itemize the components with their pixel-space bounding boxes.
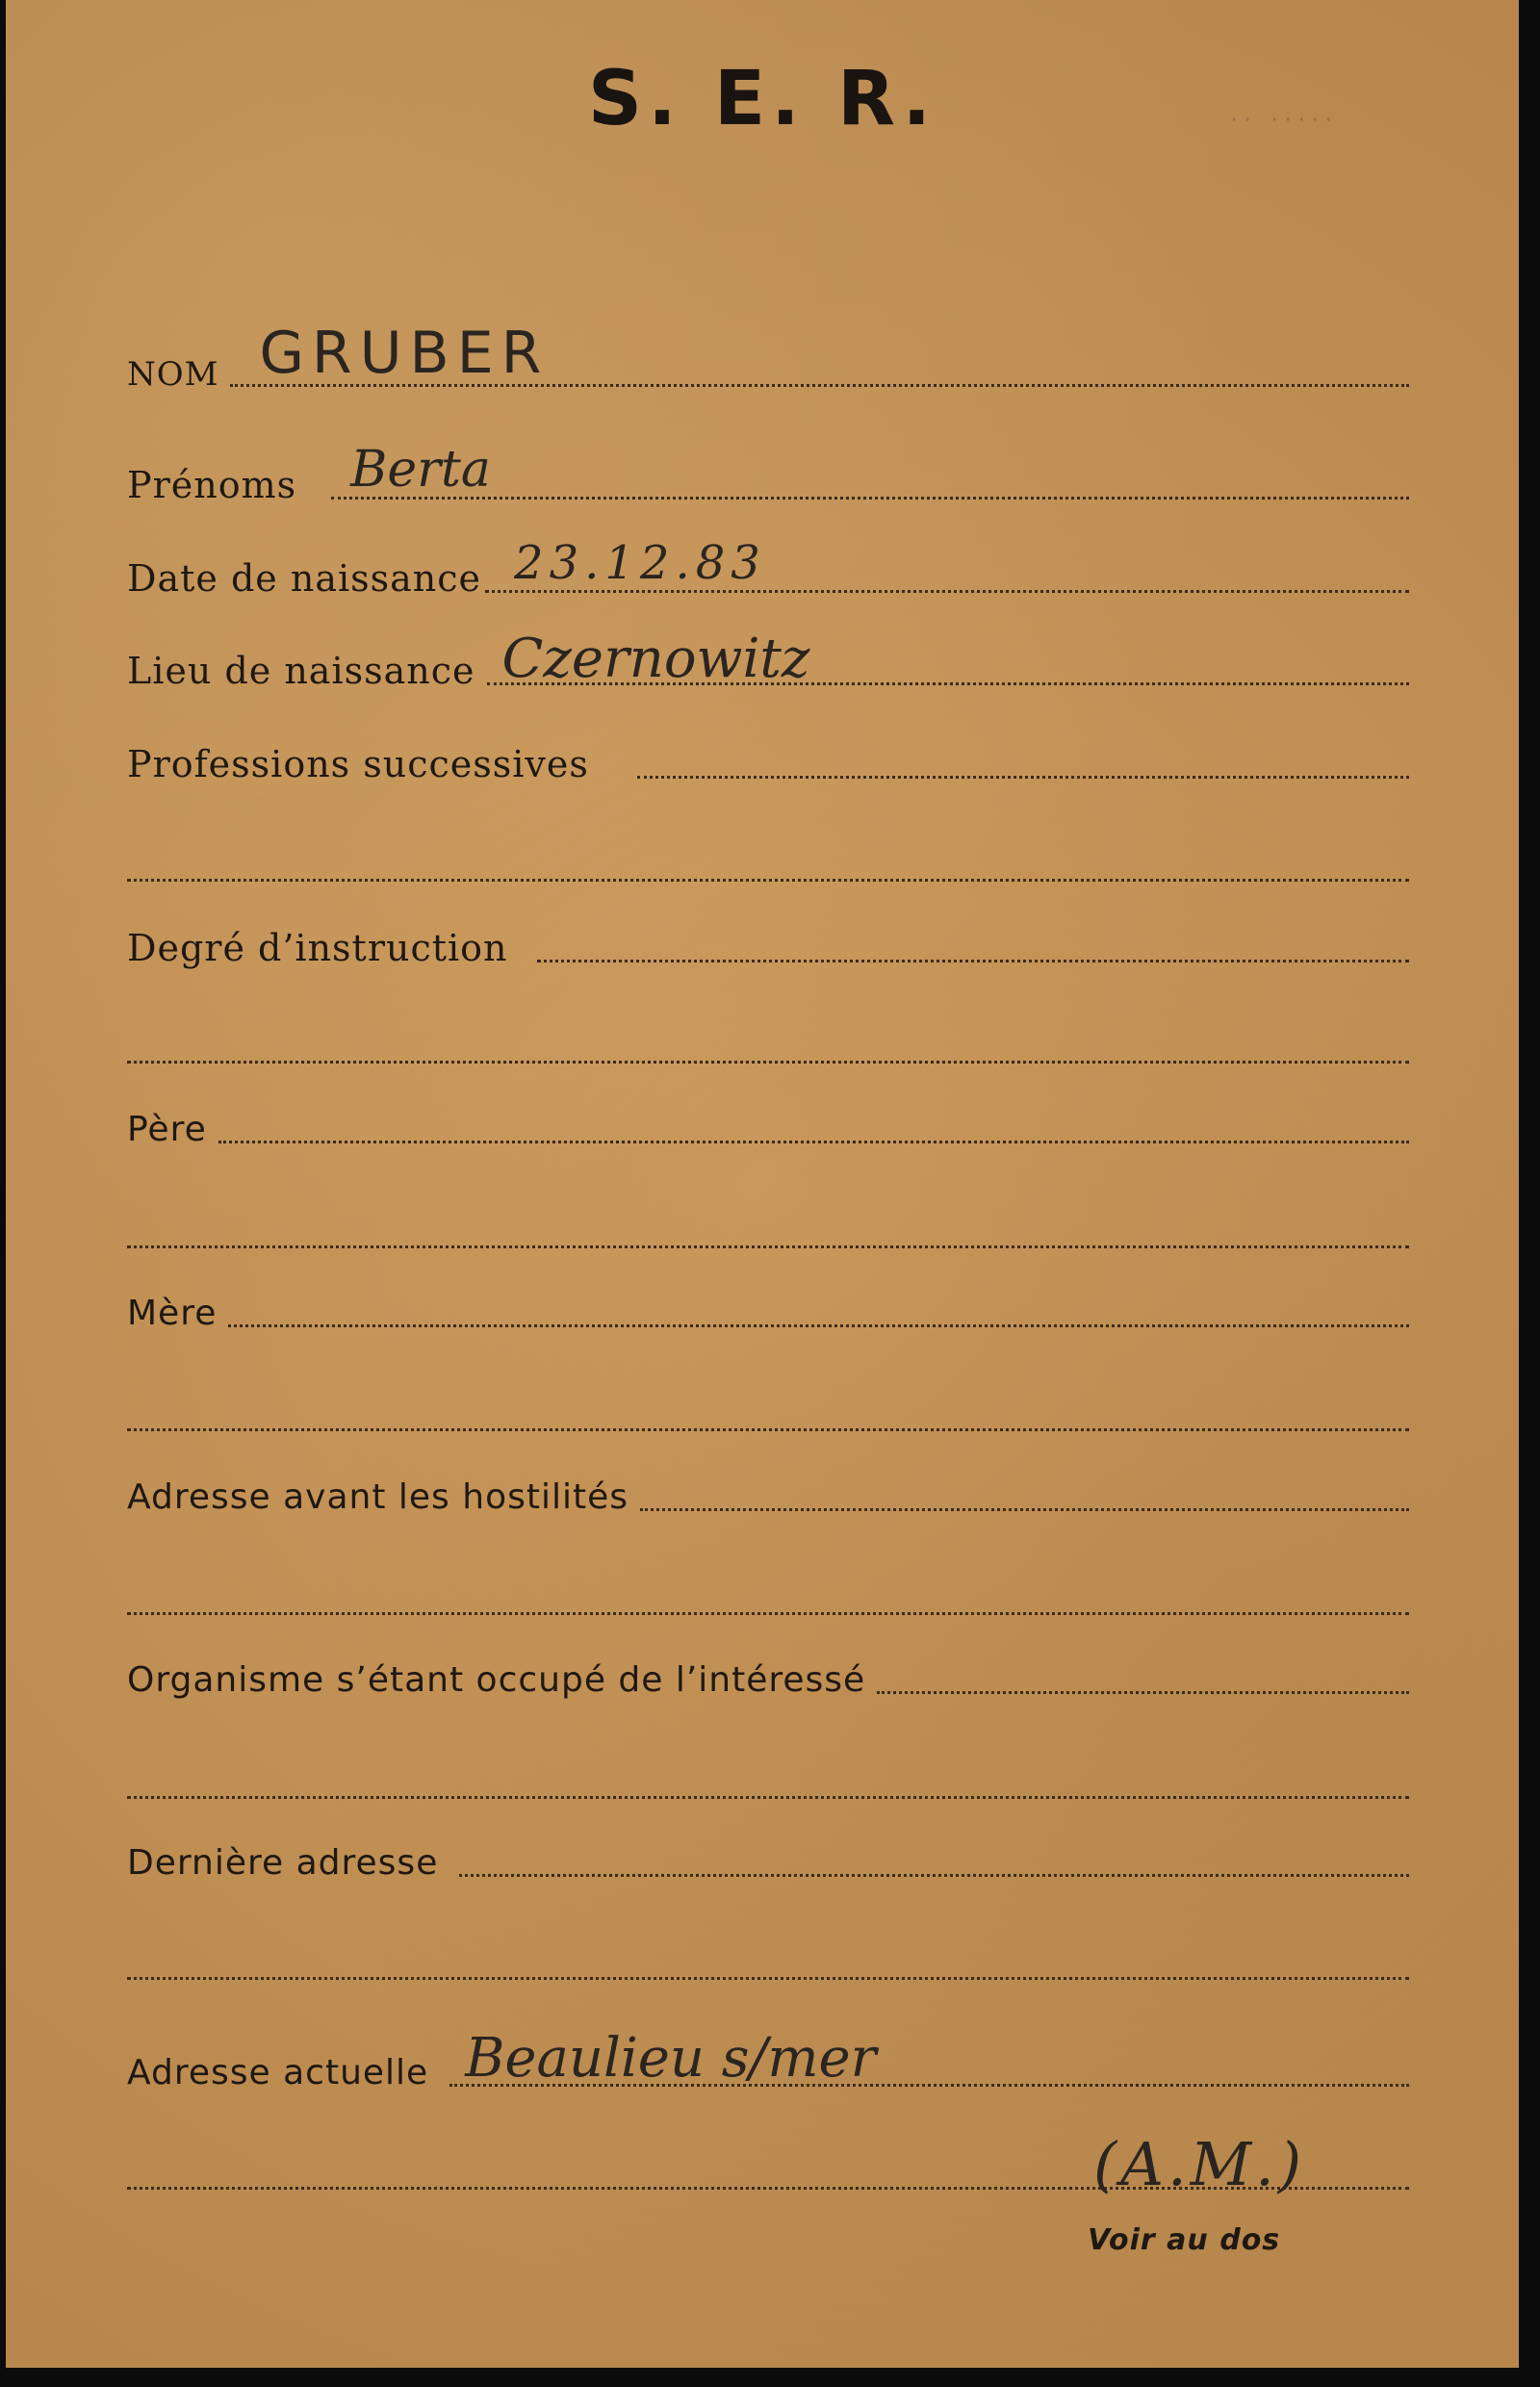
field-label-prenoms: Prénoms [127,464,297,506]
faint-stamp-mark: ·· ····· [1228,108,1337,131]
field-adresse-avant [127,1477,1409,1517]
field-line-instruction-2 [127,1059,1409,1064]
field-label-adresse-actuelle: Adresse actuelle [127,2053,429,2092]
card-title: S. E. R. [587,56,937,142]
field-value-prenoms: Berta [350,441,491,499]
field-line-mere-2 [127,1426,1409,1431]
field-line-professions-2 [127,877,1409,882]
handwritten-annotation: (A.M.) [1093,2129,1306,2199]
field-label-lieu-naissance: Lieu de naissance [127,650,475,692]
field-line-adresse-actuelle [449,2027,1409,2090]
field-mere [127,1296,1409,1331]
field-line-adresse-avant [640,1506,1409,1511]
field-value-nom: GRUBER [259,320,550,387]
field-professions [127,743,1409,785]
field-label-professions: Professions successives [127,743,589,785]
field-label-derniere-adresse: Dernière adresse [127,1843,439,1883]
field-label-adresse-avant: Adresse avant les hostilités [127,1477,629,1517]
field-line-prenoms [331,441,1409,500]
field-value-date-naissance: 23.12.83 [514,536,766,590]
field-value-lieu-naissance: Czernowitz [501,628,810,690]
field-label-date-naissance: Date de naissance [127,557,482,600]
field-line-pere-2 [127,1244,1409,1248]
field-prenoms [127,441,1409,506]
field-line-pere [218,1139,1409,1143]
field-line-adresse-avant-2 [127,1610,1409,1615]
field-line-mere [228,1322,1409,1327]
voir-au-dos-note: Voir au dos [1088,2223,1281,2257]
field-label-nom: NOM [127,355,219,394]
field-line-derniere-adresse-2 [127,1975,1409,1980]
field-label-mere: Mère [127,1294,218,1333]
field-adresse-actuelle [127,2027,1409,2092]
field-instruction [127,927,1409,969]
field-pere [127,1110,1409,1149]
field-organisme [127,1660,1409,1700]
field-line-date-naissance [485,536,1409,593]
field-label-organisme: Organisme s’étant occupé de l’intéressé [127,1660,866,1700]
field-line-professions [637,774,1409,779]
field-lieu-naissance [127,628,1409,692]
field-nom [127,320,1409,394]
field-line-nom [230,320,1409,387]
field-value-adresse-actuelle: Beaulieu s/mer [465,2027,877,2090]
field-line-lieu-naissance [487,628,1409,690]
field-label-instruction: Degré d’instruction [127,927,508,969]
field-date-naissance [127,536,1409,600]
field-line-instruction [537,958,1409,962]
field-line-derniere-adresse [459,1872,1409,1877]
field-derniere-adresse [127,1843,1409,1883]
field-label-pere: Père [127,1110,207,1149]
field-line-organisme [877,1689,1409,1694]
field-line-organisme-2 [127,1794,1409,1799]
registration-card [6,0,1519,2368]
